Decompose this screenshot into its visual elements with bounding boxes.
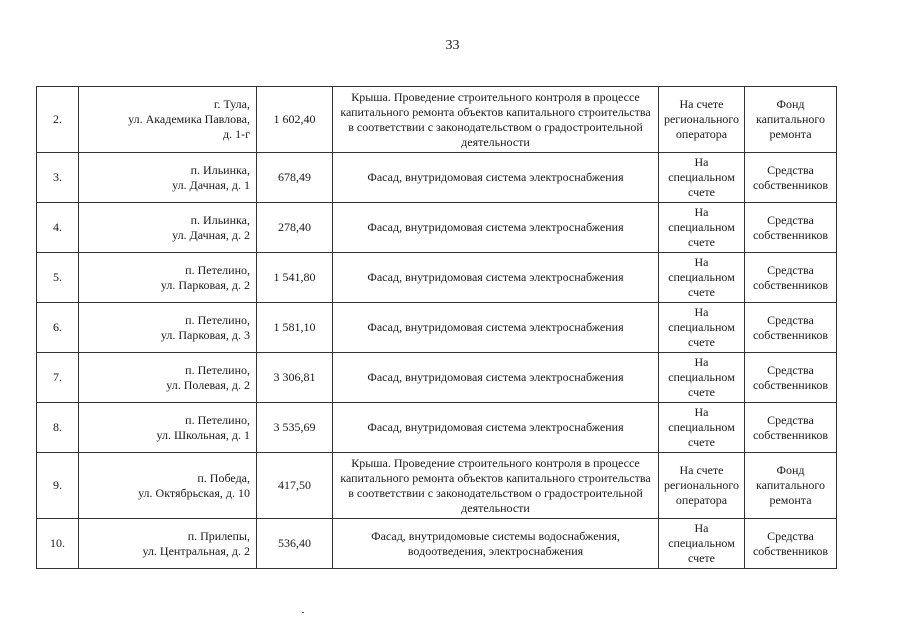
- address-line: ул. Дачная, д. 2: [172, 227, 250, 242]
- row-fund: Средства собственников: [745, 403, 837, 453]
- row-index: 10.: [37, 519, 79, 569]
- row-work: Фасад, внутридомовая система электроснабжения: [333, 203, 659, 253]
- address-line: ул. Октябрьская, д. 10: [138, 485, 250, 500]
- table-row: [37, 519, 837, 569]
- address-line: ул. Парковая, д. 2: [160, 277, 250, 292]
- row-index: 7.: [37, 353, 79, 403]
- row-account: На специальном счете: [659, 519, 745, 569]
- table-row: [37, 453, 837, 519]
- row-address: [79, 303, 257, 353]
- row-account: На специальном счете: [659, 403, 745, 453]
- address-line: ул. Парковая, д. 3: [160, 327, 250, 342]
- row-address: [79, 403, 257, 453]
- row-area: 536,40: [257, 519, 333, 569]
- row-area: 678,49: [257, 153, 333, 203]
- row-index: 3.: [37, 153, 79, 203]
- table-row: [37, 253, 837, 303]
- row-fund: Фонд капитального ремонта: [745, 453, 837, 519]
- row-work: Фасад, внутридомовая система электроснабжения: [333, 403, 659, 453]
- table-row: [37, 87, 837, 153]
- address-line: п. Петелино,: [185, 262, 250, 277]
- row-index: 9.: [37, 453, 79, 519]
- row-work: Фасад, внутридомовая система электроснабжения: [333, 353, 659, 403]
- row-address: [79, 253, 257, 303]
- table-row: [37, 153, 837, 203]
- row-account: На специальном счете: [659, 303, 745, 353]
- row-area: 3 535,69: [257, 403, 333, 453]
- address-line: ул. Школьная, д. 1: [156, 427, 250, 442]
- address-line: п. Петелино,: [185, 312, 250, 327]
- row-fund: Средства собственников: [745, 519, 837, 569]
- row-address: [79, 519, 257, 569]
- row-area: 417,50: [257, 453, 333, 519]
- row-fund: Средства собственников: [745, 153, 837, 203]
- page-number: 33: [445, 38, 460, 53]
- repair-table: [36, 86, 837, 569]
- row-index: 2.: [37, 87, 79, 153]
- row-work: Крыша. Проведение строительного контроля в процессе капитального ремонта объектов капитального строительства в соответствии с законодательством о градостроительной деятельности: [333, 87, 659, 153]
- address-line: ул. Дачная, д. 1: [172, 177, 250, 192]
- row-fund: Средства собственников: [745, 353, 837, 403]
- row-address: [79, 203, 257, 253]
- address-line: п. Победа,: [197, 470, 250, 485]
- scan-speck: [302, 612, 304, 613]
- address-line: п. Ильинка,: [190, 162, 250, 177]
- row-area: 1 541,80: [257, 253, 333, 303]
- table-row: [37, 353, 837, 403]
- row-address: [79, 153, 257, 203]
- row-area: 3 306,81: [257, 353, 333, 403]
- address-line: г. Тула,: [213, 97, 250, 111]
- row-fund: Средства собственников: [745, 303, 837, 353]
- row-fund: Средства собственников: [745, 203, 837, 253]
- address-line: п. Петелино,: [185, 412, 250, 427]
- row-fund: Фонд капитального ремонта: [745, 87, 837, 153]
- row-address: [79, 87, 257, 153]
- row-area: 1 602,40: [257, 87, 333, 153]
- row-work: Фасад, внутридомовая система электроснабжения: [333, 153, 659, 203]
- row-area: 1 581,10: [257, 303, 333, 353]
- row-fund: Средства собственников: [745, 253, 837, 303]
- row-account: На специальном счете: [659, 203, 745, 253]
- row-address: [79, 453, 257, 519]
- row-account: На специальном счете: [659, 253, 745, 303]
- row-area: 278,40: [257, 203, 333, 253]
- row-index: 8.: [37, 403, 79, 453]
- address-line: ул. Центральная, д. 2: [142, 543, 250, 558]
- row-index: 4.: [37, 203, 79, 253]
- table-row: [37, 303, 837, 353]
- address-line: д. 1-г: [222, 127, 250, 141]
- row-index: 6.: [37, 303, 79, 353]
- row-work: Фасад, внутридомовая система электроснабжения: [333, 253, 659, 303]
- table-row: [37, 203, 837, 253]
- row-index: 5.: [37, 253, 79, 303]
- row-account: На специальном счете: [659, 153, 745, 203]
- row-work: Фасад, внутридомовые системы водоснабжения, водоотведения, электроснабжения: [333, 519, 659, 569]
- row-account: На счете регионального оператора: [659, 453, 745, 519]
- address-line: п. Ильинка,: [190, 212, 250, 227]
- row-account: На счете регионального оператора: [659, 87, 745, 153]
- row-work: Фасад, внутридомовая система электроснабжения: [333, 303, 659, 353]
- row-account: На специальном счете: [659, 353, 745, 403]
- table-row: [37, 403, 837, 453]
- address-line: ул. Полевая, д. 2: [166, 377, 250, 392]
- row-work: Крыша. Проведение строительного контроля в процессе капитального ремонта объектов капитального строительства в соответствии с законодательством о градостроительной деятельности: [333, 453, 659, 519]
- address-line: п. Прилепы,: [187, 528, 250, 543]
- address-line: п. Петелино,: [185, 362, 250, 377]
- row-address: [79, 353, 257, 403]
- address-line: ул. Академика Павлова,: [128, 112, 250, 126]
